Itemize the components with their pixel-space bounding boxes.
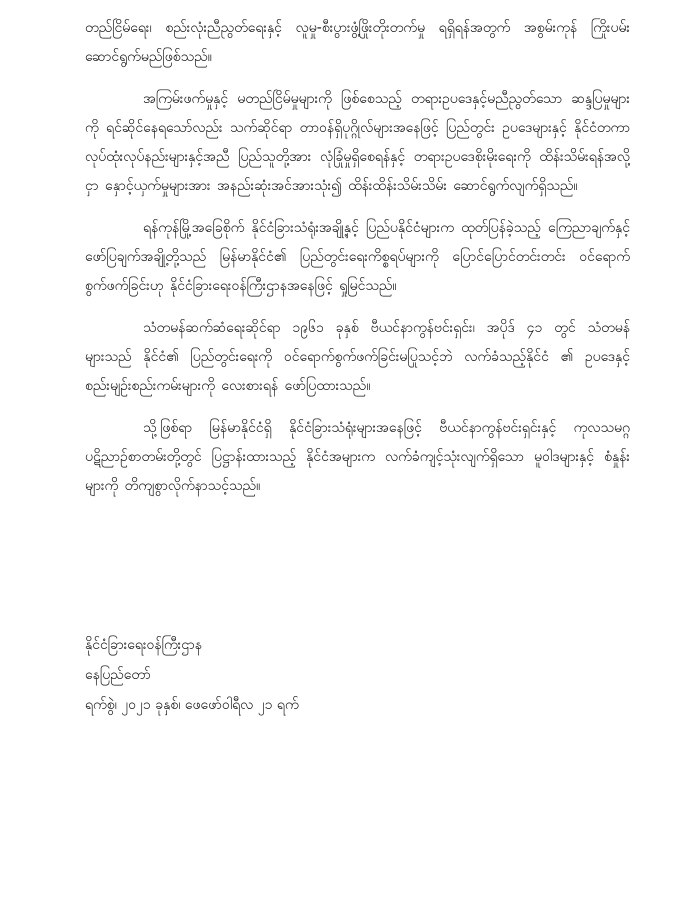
issue-date: ရက်စွဲ၊ ၂၀၂၁ ခုနှစ်၊ ဖေဖော်ဝါရီလ ၂၁ ရက် (85, 697, 299, 713)
paragraph-embassy-statements: ရန်ကုန်မြို့အခြေစိုက် နိုင်ငံခြားသံရုံးအချို့နှင့် ပြည်ပနိုင်ငံများက ထုတ်ပြန်ခဲ့သည့် ကြေညာချက်နှင့် ဖော်ပြချက်အချို့တို့သည် မြန်မာနိုင်ငံ၏ ပြည်တွင်းရေးကိစ္စရပ်များကို ပြောင်ပြောင်တင်းတင်း ဝင်ရောက်စွက်ဖက်ခြင်းဟု နိုင်ငံခြားရေးဝန်ကြီးဌာနအနေဖြင့် ရှုမြင်သည်။ (85, 220, 630, 294)
paragraph-vienna-convention: သံတမန်ဆက်ဆံရေးဆိုင်ရာ ၁၉၆၁ ခုနှစ် ဗီယင်နာကွန်ဗင်းရှင်း၊ အပိုဒ် ၄၁ တွင် သံတမန်များသည် နိုင်ငံ၏ ပြည်တွင်းရေးကို ဝင်ရောက်စွက်ဖက်ခြင်းမပြုသင့်ဘဲ လက်ခံသည့်နိုင်ငံ ၏ ဥပဒေနှင့် စည်းမျဉ်းစည်းကမ်းများကို လေးစားရန် ဖော်ပြထားသည်။ (85, 320, 630, 394)
ministry-name: နိုင်ငံခြားရေးဝန်ကြီးဌာန (85, 637, 202, 653)
paragraph-conclusion: သို့ဖြစ်ရာ မြန်မာနိုင်ငံရှိ နိုင်ငံခြားသံရုံးများအနေဖြင့် ဗီယင်နာကွန်ဗင်းရှင်းနှင့် ကုလသမဂ္ဂ ပဋိညာဉ်စာတမ်းတို့တွင် ပြဋ္ဌာန်းထားသည့် နိုင်ငံအများက လက်ခံကျင့်သုံးလျက်ရှိသော မူဝါဒများနှင့် စံနှုန်းများကို တိကျစွာလိုက်နာသင့်သည်။ (85, 420, 630, 494)
paragraph-violence-protests: အကြမ်းဖက်မှုနှင့် မတည်ငြိမ်မှုများကို ဖြစ်စေသည့် တရားဥပဒေနှင့်မညီညွတ်သော ဆန္ဒပြမှုများကို ရင်ဆိုင်နေရသော်လည်း သက်ဆိုင်ရာ တာဝန်ရှိပုဂ္ဂိုလ်များအနေဖြင့် ပြည်တွင်း ဥပဒေများနှင့် နိုင်ငံတကာလုပ်ထုံးလုပ်နည်းများနှင့်အညီ ပြည်သူတို့အား လုံခြုံမှုရှိစေရန်နှင့် တရားဥပဒေစိုးမိုးရေးကို ထိန်းသိမ်းရန်အလို့ငှာ နှောင့်ယှက်မှုများအား အနည်းဆုံးအင်အားသုံး၍ ထိန်းထိန်းသိမ်းသိမ်း ဆောင်ရွက်လျက်ရှိသည်။ (85, 91, 630, 194)
paragraph-continuation: တည်ငြိမ်ရေး၊ စည်းလုံးညီညွတ်ရေးနှင့် လူမှု-စီးပွားဖွံ့ဖြိုးတိုးတက်မှု ရရှိရန်အတွက် အစွမ်းကုန် ကြိုးပမ်းဆောင်ရွက်မည်ဖြစ်သည်။ (85, 20, 630, 65)
signature-block (85, 630, 605, 720)
issuing-city: နေပြည်တော် (85, 667, 151, 683)
